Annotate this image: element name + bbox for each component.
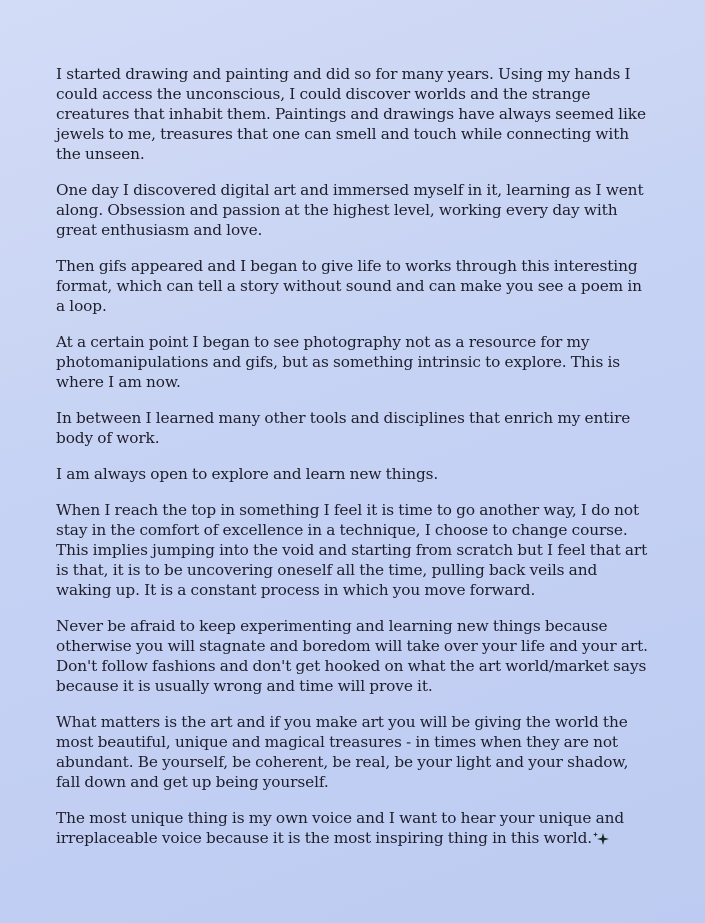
paragraph-10-text: The most unique thing is my own voice and I want to hear your unique and irreplaceable voice because it is the most inspiring thing in this world. — [56, 809, 625, 847]
paragraph-4: At a certain point I began to see photography not as a resource for my photomanipulations and gifs, but as something intrinsic to explore. This is where I am now. — [56, 333, 621, 391]
paragraph-10 — [56, 808, 651, 848]
paragraph-6: I am always open to explore and learn new things. — [56, 465, 439, 483]
paragraph-3: Then gifs appeared and I began to give life to works through this interesting format, which can tell a story without sound and can make you see a poem in a loop. — [56, 257, 642, 315]
paragraph-5: In between I learned many other tools and disciplines that enrich my entire body of work. — [56, 409, 631, 447]
sparkles-icon — [592, 831, 610, 847]
paragraph-9: What matters is the art and if you make art you will be giving the world the most beautiful, unique and magical treasures - in times when they are not abundant. Be yourself, be coherent, be real, be your light and your shadow, fall down and get up being yourself. — [56, 713, 629, 791]
paragraph-7: When I reach the top in something I feel it is time to go another way, I do not stay in the comfort of excellence in a technique, I choose to change course. This implies jumping into the void and starting from scratch but I feel that art is that, it is to be uncovering oneself all the time, pulling back veils and waking up. It is a constant process in which you move forward. — [56, 501, 648, 599]
paragraph-2: One day I discovered digital art and immersed myself in it, learning as I went along. Obsession and passion at the highest level, working every day with great enthusiasm and love. — [56, 181, 644, 239]
paragraph-8: Never be afraid to keep experimenting and learning new things because otherwise you will stagnate and boredom will take over your life and your art. Don't follow fashions and don't get hooked on what the art world/market says because it is usually wrong and time will prove it. — [56, 617, 648, 695]
paragraph-1: I started drawing and painting and did so for many years. Using my hands I could access the unconscious, I could discover worlds and the strange creatures that inhabit them. Paintings and drawings have always seemed like jewels to me, treasures that one can smell and touch while connecting with the unseen. — [56, 65, 646, 163]
statement-text — [56, 64, 651, 864]
